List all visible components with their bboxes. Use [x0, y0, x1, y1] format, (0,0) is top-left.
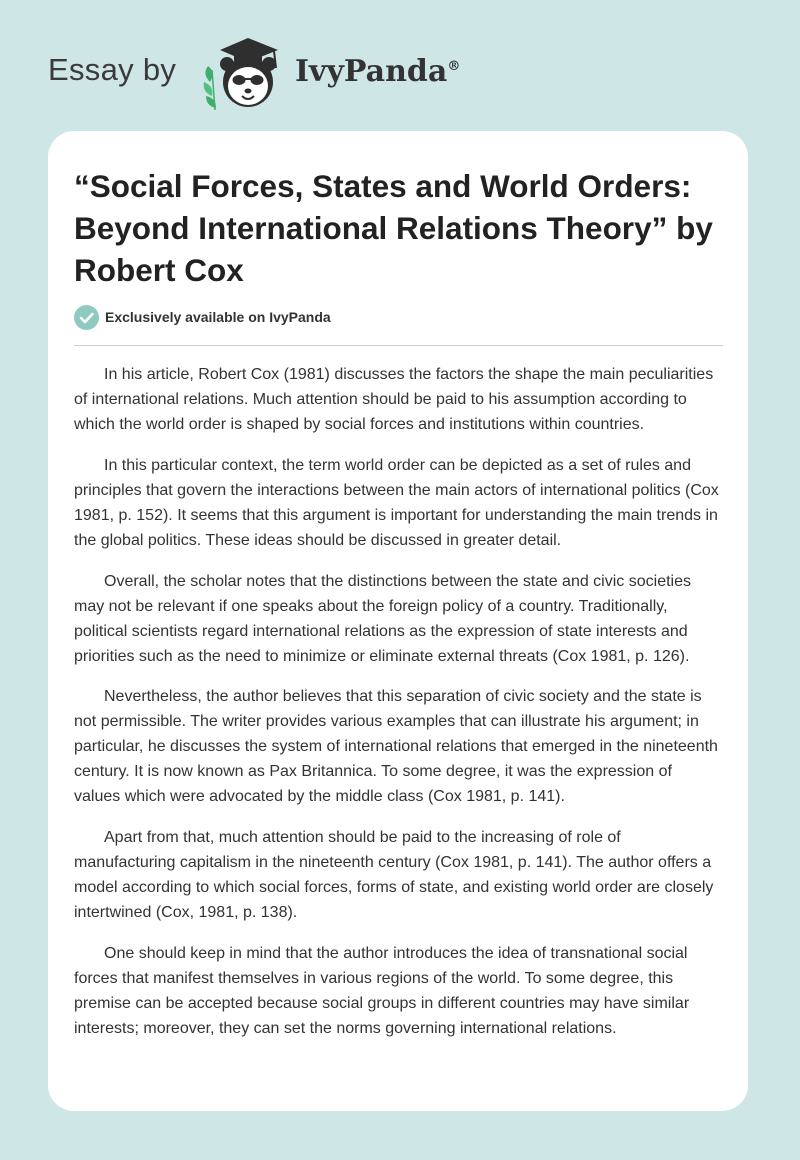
registered-mark: ® [447, 59, 461, 74]
title-divider [74, 345, 723, 346]
essay-title: “Social Forces, States and World Orders: Beyond International Relations Theory” by Robert Cox [74, 168, 713, 288]
brand-name[interactable]: IvyPanda® [295, 54, 461, 89]
paragraph: Apart from that, much attention should be paid to the increasing of role of manufacturing capitalism in the nineteenth century (Cox 1981, p. 141). The author offers a model according to which social forces, forms of state, and existing world order are closely intertwined (Cox, 1981, p. 138). [74, 829, 714, 922]
essay-by-label: Essay by [48, 52, 177, 87]
paragraph: In his article, Robert Cox (1981) discusses the factors the shape the main peculiarities of international relations. Much attention should be paid to his assumption according to which the world order is shaped by social forces and institutions within countries. [74, 366, 714, 433]
paragraph: One should keep in mind that the author introduces the idea of transnational social forces that manifest themselves in various regions of the world. To some degree, this premise can be accepted because social groups in different countries may have similar interests; moreover, they can set the norms governing international relations. [74, 944, 690, 1037]
paragraph: In this particular context, the term world order can be depicted as a set of rules and principles that govern the interactions between the main actors of international politics (Cox 1981, p. 152). It seems that this argument is important for understanding the main trends in the global politics. These ideas should be discussed in greater detail. [74, 456, 719, 549]
check-circle-icon [74, 305, 99, 330]
paragraph: Overall, the scholar notes that the distinctions between the state and civic societies may not be relevant if one speaks about the foreign policy of a country. Traditionally, political scientists regard international relations as the expression of state interests and priorities such as the need to minimize or eliminate external threats (Cox 1981, p. 126). [74, 572, 691, 665]
site-header [48, 34, 548, 114]
exclusive-label: Exclusively available on IvyPanda [105, 309, 331, 325]
panda-logo-icon[interactable] [200, 34, 290, 114]
paragraph: Nevertheless, the author believes that this separation of civic society and the state is not permissible. The writer provides various examples that can illustrate his argument; in particular, he discusses the system of international relations that emerged in the nineteenth century. It is now known as Pax Britannica. To some degree, it was the expression of values which were advocated by the middle class (Cox 1981, p. 141). [74, 688, 718, 806]
essay-body [74, 362, 722, 1057]
essay-card [48, 131, 748, 1111]
exclusive-badge [74, 304, 331, 330]
